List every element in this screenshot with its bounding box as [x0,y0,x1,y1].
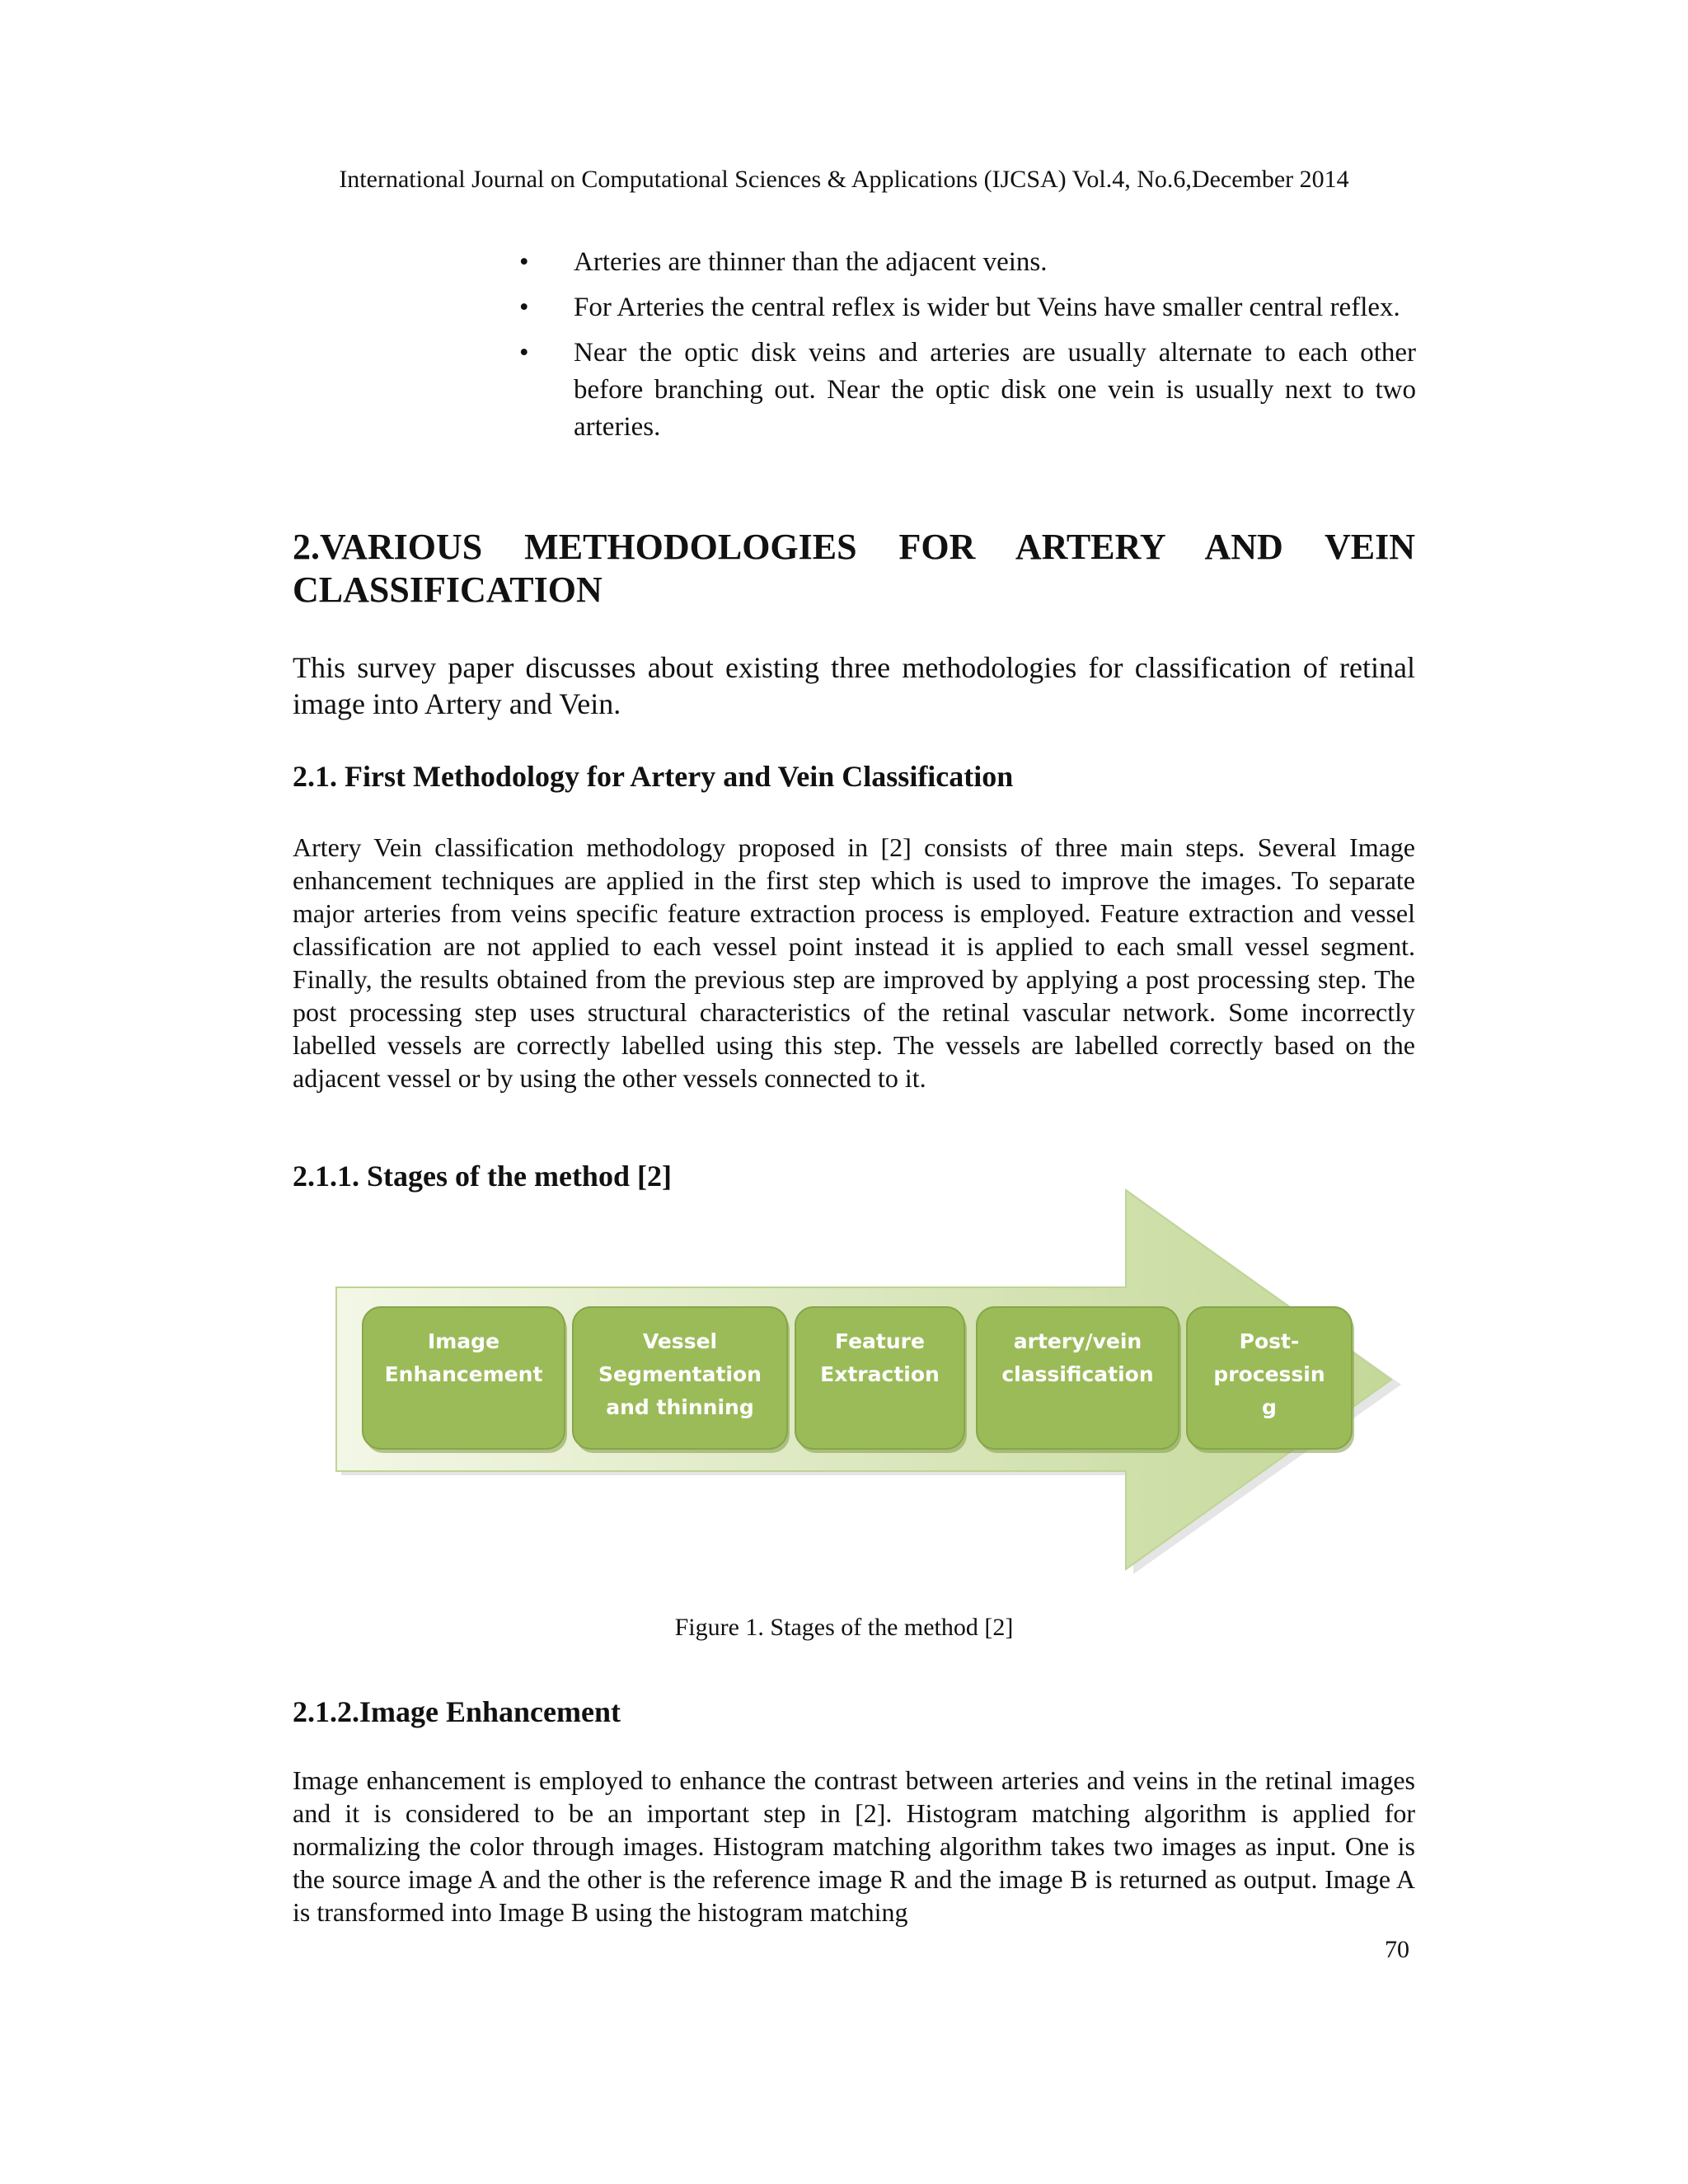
stage-label-line: Extraction [820,1362,940,1386]
stage-label-line: Segmentation [598,1362,762,1386]
bullet-icon: • [519,338,529,368]
subsection-heading: 2.1. First Methodology for Artery and Vein Classification [293,760,1014,793]
subsubsection-heading: 2.1.2.Image Enhancement [293,1695,621,1728]
bullet-icon: • [519,293,529,322]
stage-boxes [363,1307,1354,1453]
list-item [511,289,1416,326]
stage-label-line: classification [1001,1362,1154,1386]
stage-label-line: processin [1213,1362,1325,1386]
page-number: 70 [1385,1936,1409,1963]
process-diagram [330,1187,1401,1574]
bullet-text: Arteries are thinner than the adjacent veins. [574,247,1048,277]
list-item [511,244,1416,281]
stage-label-line: Vessel [642,1329,718,1353]
running-header: International Journal on Computational Sciences & Applications (IJCSA) Vol.4, No.6,December 2014 [339,166,1349,193]
stages-figure [330,1187,1401,1574]
stage-label-line: Image [427,1329,500,1353]
bullet-text: Near the optic disk veins and arteries are usually alternate to each other before branching out. Near the optic disk one vein is usually next to two arteries. [574,338,1416,442]
stage-label-line: Feature [835,1329,925,1353]
body-paragraph: Artery Vein classification methodology proposed in [2] consists of three main steps. Several Image enhancement techniques are applied in the first step which is used to improve the images. To separate major arteries from veins specific feature extraction process is employed. Feature extraction and vessel classification are not applied to each vessel point instead it is applied to each small vessel segment. Finally, the results obtained from the previous step are improved by applying a post processing step. The post processing step uses structural characteristics of the retinal vascular network. Some incorrectly labelled vessels are correctly labelled using this step. The vessels are labelled correctly based on the adjacent vessel or by using the other vessels connected to it. [293,832,1415,1093]
stage-label-line: artery/vein [1013,1329,1142,1353]
stage-label-line: and thinning [606,1395,754,1419]
list-item [511,335,1416,446]
bullet-icon: • [519,247,529,277]
body-paragraph: Image enhancement is employed to enhance the contrast between arteries and veins in the retinal images and it is considered to be an important step in [2]. Histogram matching algorithm is applied for normalizing the color through images. Histogram matching algorithm takes two images as input. One is the source image A and the other is the reference image R and the image B is returned as output. Image A is transformed into Image B using the histogram matching [293,1765,1415,1927]
bullet-list [511,244,1416,454]
section-heading-line2: CLASSIFICATION [293,569,603,610]
section-heading [293,526,1415,612]
section-heading-line1: 2.VARIOUS METHODOLOGIES FOR ARTERY AND VEIN [293,527,1415,567]
stage-label-line: Enhancement [384,1362,543,1386]
section-intro: This survey paper discusses about existing three methodologies for classification of retinal image into Artery and Vein. [293,651,1415,720]
stage-label-line: g [1262,1395,1277,1419]
bullet-text: For Arteries the central reflex is wider but Veins have smaller central reflex. [574,293,1400,322]
figure-caption: Figure 1. Stages of the method [2] [674,1614,1014,1641]
subsubsection-heading: 2.1.1. Stages of the method [2] [293,1160,672,1193]
stage-label-line: Post- [1239,1329,1300,1353]
